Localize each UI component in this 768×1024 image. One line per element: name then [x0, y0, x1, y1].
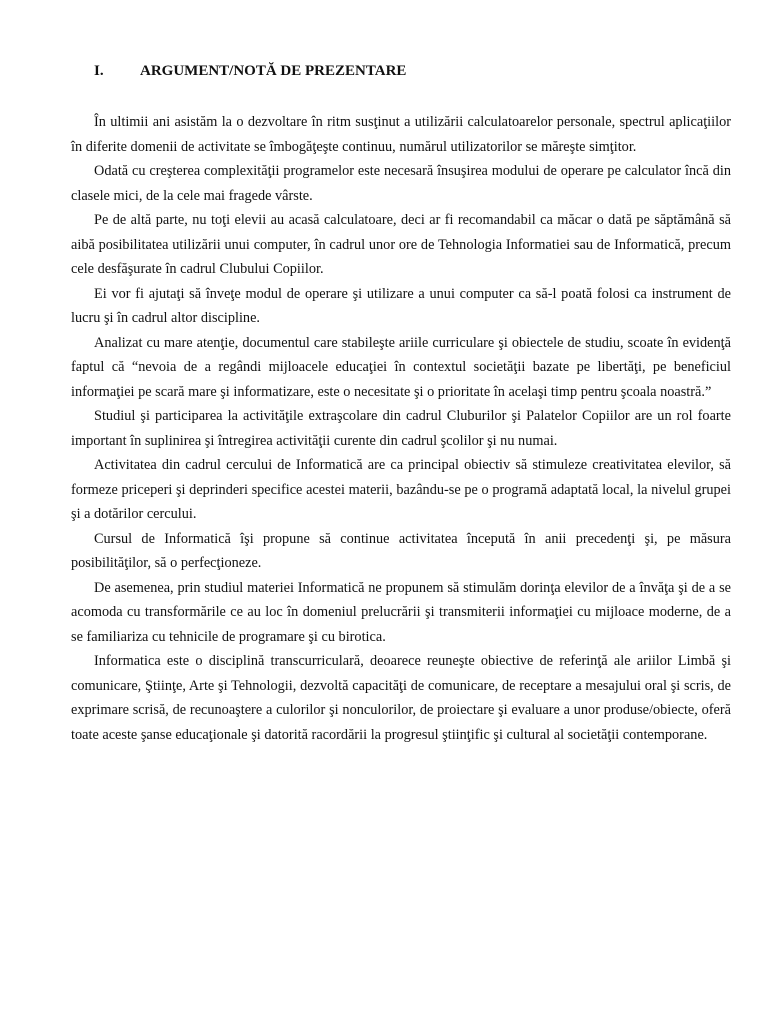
section-number: I. — [94, 63, 104, 79]
paragraph-3: Pe de altă parte, nu toţi elevii au acasă calculatoare, deci ar fi recomandabil ca măcar o dată pe săptămână să aibă posibilitatea utilizării unui computer, în cadrul unor ore de Tehnologia Informatiei sau de Informatică, precum cele desfăşurate în cadrul Clubului Copiilor. — [71, 212, 731, 277]
paragraph-1: În ultimii ani asistăm la o dezvoltare în ritm susţinut a utilizării calculatoarelor personale, spectrul aplicaţiilor în diferite domenii de activitate se îmbogăţeşte continuu, numărul utilizatorilor se măreşte simţitor. — [71, 114, 731, 155]
section-title: ARGUMENT/NOTĂ DE PREZENTARE — [140, 63, 407, 79]
document-page — [71, 60, 731, 747]
paragraph-7: Activitatea din cadrul cercului de Informatică are ca principal obiectiv să stimuleze creativitatea elevilor, să formeze priceperi şi deprinderi specifice acestei materii, bazându-se pe o programă adaptată local, la nivelul grupei şi a dotărilor cercului. — [71, 457, 731, 522]
paragraph-9: De asemenea, prin studiul materiei Informatică ne propunem să stimulăm dorinţa elevilor de a învăţa şi de a se acomoda cu transformările ce au loc în domeniul prelucrării şi transmiterii informaţiei cu mijloace moderne, de a se familiariza cu tehnicile de programare şi cu birotica. — [71, 579, 731, 645]
paragraph-4: Ei vor fi ajutaţi să înveţe modul de operare şi utilizare a unui computer ca să-l poată folosi ca instrument de lucru şi în cadrul altor discipline. — [71, 285, 731, 326]
paragraph-2: Odată cu creşterea complexităţii programelor este necesară însuşirea modului de operare pe calculator încă din clasele mici, de la cele mai fragede vârste. — [71, 163, 731, 204]
paragraph-5: Analizat cu mare atenţie, documentul care stabileşte ariile curriculare şi obiectele de studiu, scoate în evidenţă faptul că “nevoia de a regândi mijloacele educaţiei în contextul societăţii bazate pe libertăţi, pe beneficiul informaţiei pe scară mare şi informatizare, este o necesitate şi o prioritate în acelaşi timp pentru şcoala noastră.” — [71, 334, 731, 400]
section-heading — [71, 60, 731, 82]
paragraph-8: Cursul de Informatică îşi propune să continue activitatea începută în anii precedenţi şi, pe măsura posibilităţilor, să o perfecţioneze. — [71, 530, 731, 571]
paragraph-10: Informatica este o disciplină transcurriculară, deoarece reuneşte obiective de referinţă ale ariilor Limbă şi comunicare, Ştiinţe, Arte şi Tehnologii, dezvoltă capacităţi de comunicare, de receptare a mesajului oral şi scris, de exprimare scrisă, de recunoaştere a culorilor şi nonculorilor, de proiectare şi evaluare a unor produse/obiecte, oferă toate aceste şanse educaţionale şi datorită racordării la progresul ştiinţific şi cultural al societăţii contemporane. — [71, 653, 731, 743]
paragraph-6: Studiul şi participarea la activităţile extraşcolare din cadrul Cluburilor şi Palatelor Copiilor are un rol foarte important în suplinirea şi întregirea activităţii curente din cadrul şcolilor şi nu numai. — [71, 408, 731, 449]
